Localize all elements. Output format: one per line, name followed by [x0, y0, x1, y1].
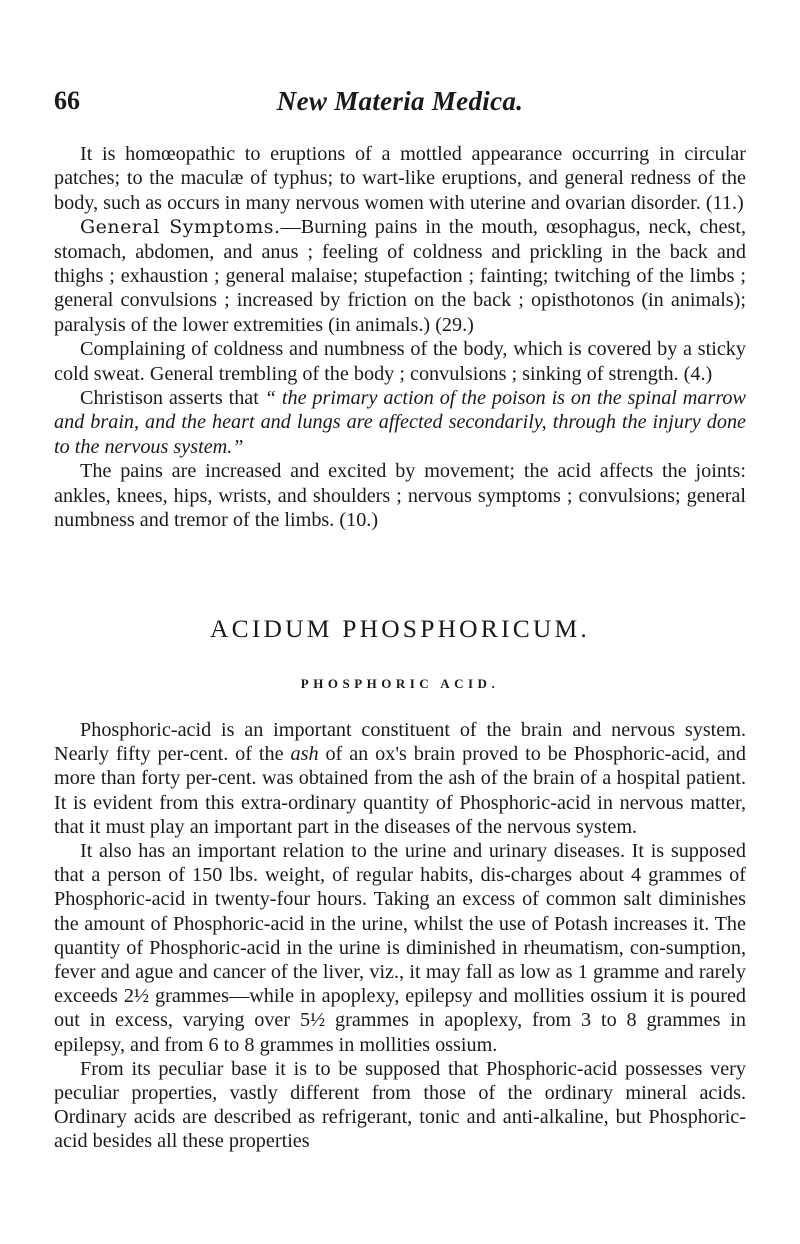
urine-paragraph: It also has an important relation to the urine and urinary diseases. It is supposed that a person of 150 lbs. weight, of regular habits, dis-charges about 4 grammes of Phosphoric-acid in twenty-four hours. Taking an excess of common salt diminishes the amount of Phosphoric-acid in the urine, whilst the use of Potash increases it. The quantity of Phosphoric-acid in the urine is diminished in rheumatism, con-sumption, fever and ague and cancer of the liver, viz., it may fall as low as 1 gramme and rarely exceeds 2½ grammes—while in apoplexy, epilepsy and mollities ossium it is poured out in excess, varying over 5½ grammes in apoplexy, from 3 to 8 grammes in epilepsy, and from 6 to 8 grammes in mollities ossium. — [54, 840, 746, 1056]
general-symptoms-text: —Burning pains in the mouth, œsophagus, neck, chest, stomach, abdomen, and anus ; feeling of coldness and prickling in the back and thighs ; exhaustion ; general malaise; stupefaction ; fainting; twitching of the limbs ; general convulsions ; increased by friction on the back ; opisthotonos (in animals); paralysis of the lower extremities (in animals.) (29.) — [54, 216, 746, 336]
general-symptoms-paragraph — [54, 215, 746, 337]
christison-quote: “ the primary action of the poison is on the spinal marrow and brain, and the heart and lungs are affected secondarily, through the injury done to the nervous system.” — [54, 387, 746, 458]
intro-block — [54, 142, 746, 533]
coldness-paragraph: Complaining of coldness and numbness of the body, which is covered by a sticky cold sweat. General trembling of the body ; convulsions ; sinking of strength. (4.) — [54, 338, 746, 385]
ash-word: ash — [290, 743, 319, 766]
christison-paragraph — [54, 386, 746, 459]
phosphoric-acid-block — [54, 718, 746, 1154]
constituent-paragraph — [54, 718, 746, 839]
running-head — [54, 86, 746, 120]
eruptions-paragraph: It is homœopathic to eruptions of a mottled appearance occurring in circular patches; to the maculæ of typhus; to wart-like eruptions, and general redness of the body, such as occurs in many nervous women with uterine and ovarian disorder. (11.) — [54, 143, 746, 214]
page-number: 66 — [54, 86, 80, 115]
constituent-text-a: Phosphoric-acid is an important constituent of the brain and nervous system. Nearly fifty per-cent. of the — [54, 719, 746, 766]
pains-paragraph: The pains are increased and excited by movement; the acid affects the joints: ankles, knees, hips, wrists, and shoulders ; nervous symptoms ; convulsions; general numbness and tremor of the limbs. (10.) — [54, 460, 746, 532]
section-subtitle: PHOSPHORIC ACID. — [300, 676, 500, 691]
running-title: New Materia Medica. — [276, 86, 524, 116]
constituent-text-b: of an ox's brain proved to be Phosphoric-acid, and more than forty per-cent. was obtained from the ash of the brain of a hospital patient. It is evident from this extra-ordinary quantity of Phosphoric-acid in nervous matter, that it must play an important part in the diseases of the nervous system. — [54, 743, 746, 838]
properties-paragraph: From its peculiar base it is to be supposed that Phosphoric-acid possesses very peculiar properties, vastly different from those of the ordinary mineral acids. Ordinary acids are described as refrigerant, tonic and anti-alkaline, but Phosphoric-acid besides all these properties — [54, 1057, 746, 1153]
section-title: ACIDUM PHOSPHORICUM. — [210, 614, 590, 643]
general-symptoms-heading: General Symptoms. — [80, 216, 281, 239]
christison-lead: Christison asserts that — [80, 387, 265, 410]
